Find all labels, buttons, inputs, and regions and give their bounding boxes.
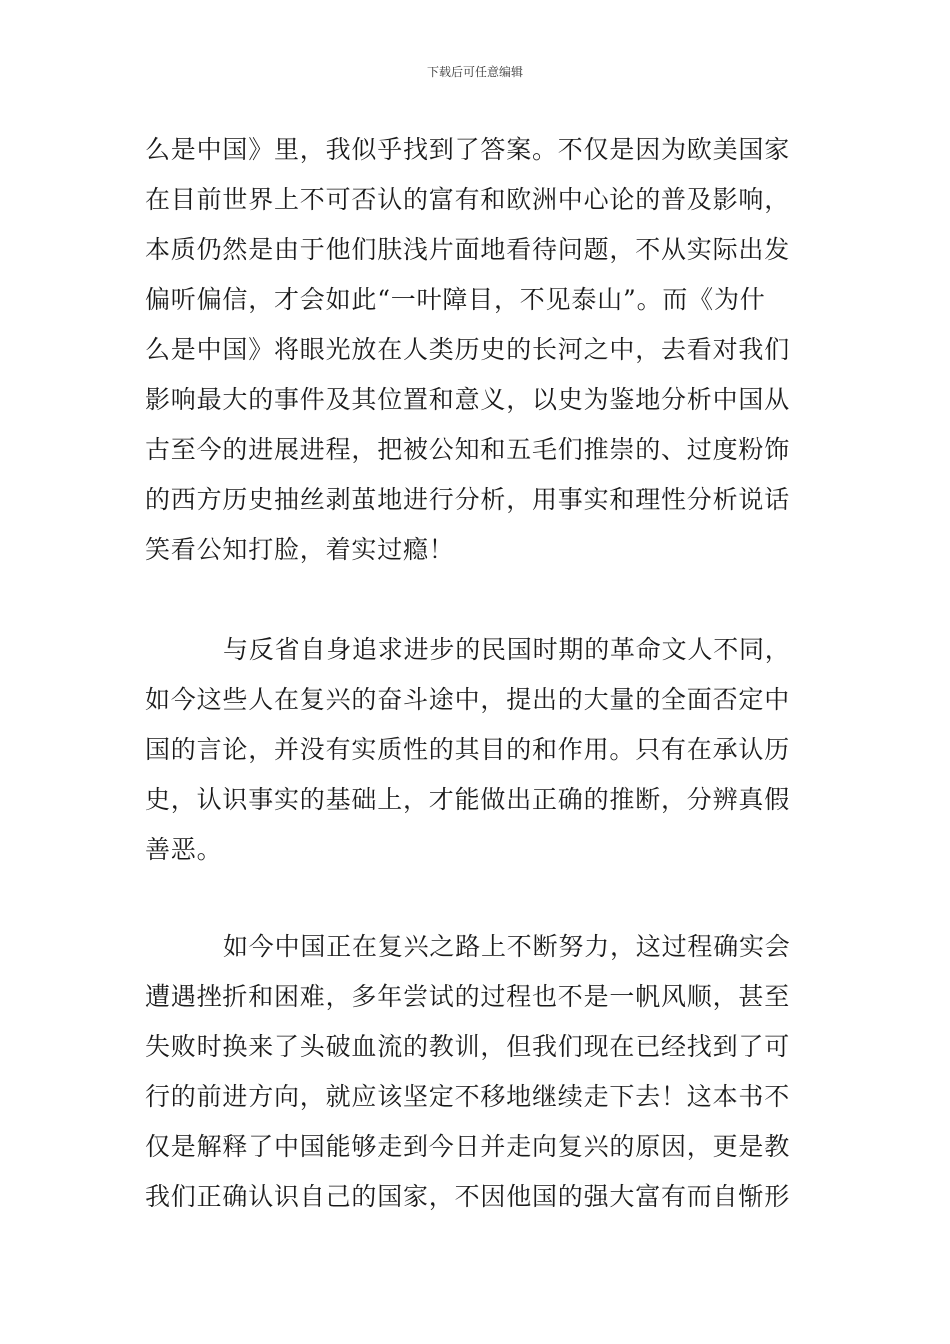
text-line: 我们正确认识自己的国家，不因他国的强大富有而自惭形 bbox=[145, 1182, 791, 1211]
text-line: 偏听偏信，才会如此“一叶障目，不见泰山”。而《为什 bbox=[145, 285, 766, 314]
text-line: 在目前世界上不可否认的富有和欧洲中心论的普及影响， bbox=[145, 185, 791, 214]
text-line: 么是中国》里，我似乎找到了答案。不仅是因为欧美国家 bbox=[145, 135, 791, 164]
text-line: 遭遇挫折和困难，多年尝试的过程也不是一帆风顺，甚至 bbox=[145, 982, 791, 1011]
text-line: 么是中国》将眼光放在人类历史的长河之中，去看对我们 bbox=[145, 335, 791, 364]
text-line: 行的前进方向，就应该坚定不移地继续走下去！这本书不 bbox=[145, 1082, 791, 1111]
text-line: 失败时换来了头破血流的教训，但我们现在已经找到了可 bbox=[145, 1032, 791, 1061]
text-line: 笑看公知打脸，着实过瘾！ bbox=[145, 535, 455, 564]
paragraph-first-line: 如今中国正在复兴之路上不断努力，这过程确实会 bbox=[223, 932, 791, 961]
text-line: 古至今的进展进程，把被公知和五毛们推崇的、过度粉饰 bbox=[145, 435, 791, 464]
text-line: 善恶。 bbox=[145, 835, 223, 864]
text-line: 史，认识事实的基础上，才能做出正确的推断，分辨真假 bbox=[145, 785, 791, 814]
text-line: 仅是解释了中国能够走到今日并走向复兴的原因，更是教 bbox=[145, 1132, 791, 1161]
paragraph-first-line: 与反省自身追求进步的民国时期的革命文人不同， bbox=[223, 635, 791, 664]
text-line: 如今这些人在复兴的奋斗途中，提出的大量的全面否定中 bbox=[145, 685, 791, 714]
text-line: 影响最大的事件及其位置和意义，以史为鉴地分析中国从 bbox=[145, 385, 791, 414]
text-line: 的西方历史抽丝剥茧地进行分析，用事实和理性分析说话 bbox=[145, 485, 791, 514]
header-note: 下载后可任意编辑 bbox=[426, 65, 523, 79]
text-line: 国的言论，并没有实质性的其目的和作用。只有在承认历 bbox=[145, 735, 791, 764]
text-line: 本质仍然是由于他们肤浅片面地看待问题，不从实际出发 bbox=[145, 235, 791, 264]
